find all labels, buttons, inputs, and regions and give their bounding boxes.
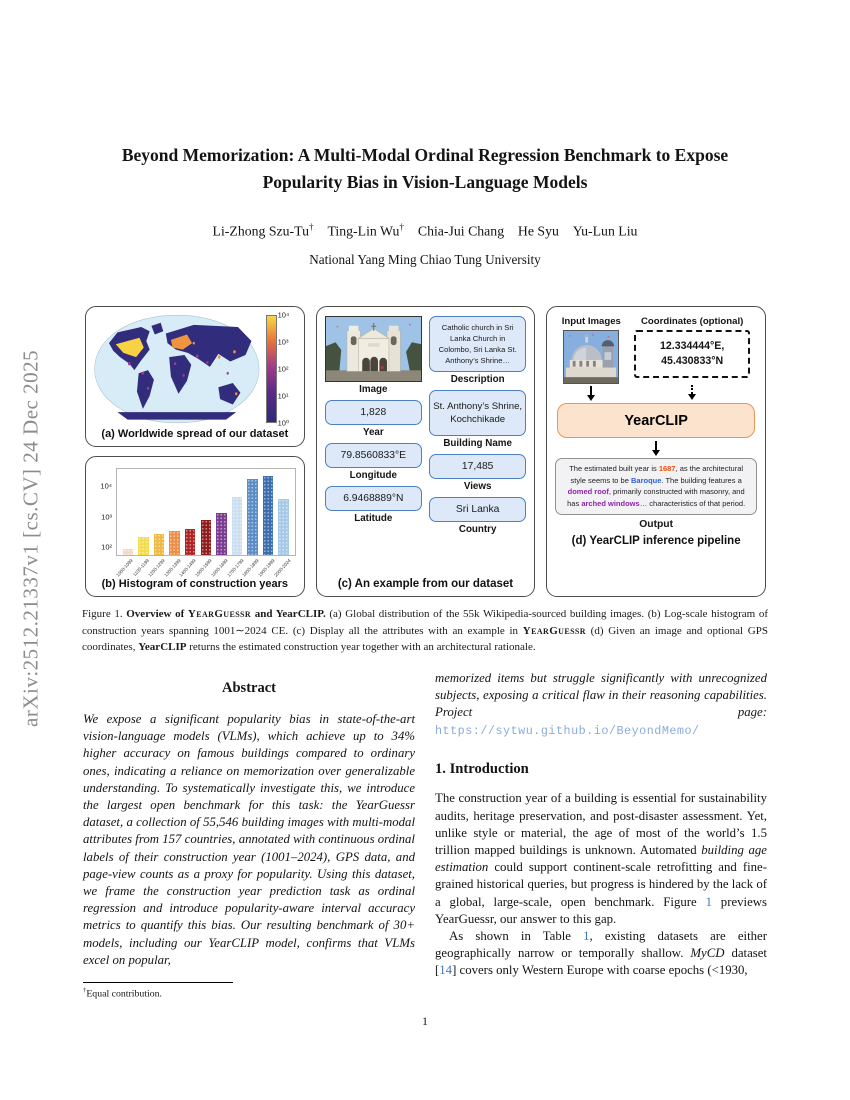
histogram-bar — [154, 534, 165, 555]
body-columns — [83, 670, 767, 1000]
text-segment: Figure 1. — [82, 608, 127, 620]
text-segment: , as the architectural style seems to be — [570, 464, 744, 485]
histogram-bar — [216, 513, 227, 555]
text-segment: Equal contribution. — [86, 988, 162, 1000]
histogram-ytick: 10² — [101, 542, 112, 552]
text-segment: 1687 — [658, 464, 676, 473]
histogram-xtick: 1600-1699 — [210, 558, 229, 578]
description-label: Description — [450, 374, 505, 385]
text-segment: ] covers only Western Europe with coarse epochs (<1930, — [452, 963, 748, 978]
text-segment: † — [399, 223, 405, 233]
histogram-ytick: 10⁴ — [100, 481, 112, 491]
example-left-col — [325, 316, 422, 574]
histogram-xtick: 1100-1199 — [131, 558, 150, 578]
introduction-heading: 1. Introduction — [435, 761, 529, 778]
histogram-bar — [247, 479, 258, 555]
text-segment: arched windows — [581, 498, 640, 508]
text-segment: Li-Zhong Szu-Tu — [212, 223, 309, 239]
histogram-xtick: 1300-1399 — [162, 558, 182, 578]
figure-col-ab — [85, 306, 305, 597]
colorbar-gradient — [266, 315, 277, 423]
panel-histogram — [85, 456, 305, 597]
output-box — [555, 458, 757, 515]
page-title: Beyond Memorization: A Multi-Modal Ordinal Regression Benchmark to Expose Popularity Bias in Vision-Language Models — [121, 145, 729, 193]
input-images-label: Input Images — [561, 316, 621, 327]
text-segment: returns the estimated construction year together with an architectural rationale. — [186, 641, 536, 653]
arxiv-watermark: arXiv:2512.21337v1 [cs.CV] 24 Dec 2025 — [18, 349, 43, 727]
text-segment: YearCLIP — [138, 641, 187, 653]
left-column — [83, 670, 415, 1000]
histogram-xtick: 2000-2024 — [273, 558, 292, 578]
colorbar-tick: 10¹ — [277, 391, 289, 401]
page-number: 1 — [422, 1014, 428, 1028]
histogram-xtick: 1900-1999 — [257, 558, 276, 578]
abstract-heading: Abstract — [222, 680, 276, 696]
text-segment: previews YearGuessr, our answer to this gap. — [435, 894, 767, 926]
text-segment: … characteristics of that period. — [639, 498, 746, 508]
histogram-xtick: 1800-1899 — [241, 558, 261, 578]
project-page-link[interactable]: https://sytwu.github.io/BeyondMemo/ — [435, 723, 700, 738]
views-label: Views — [463, 481, 492, 492]
coordinates-box: 12.334444°E, 45.430833°N — [634, 330, 750, 378]
histogram-yticks — [92, 468, 114, 556]
panel-example — [316, 306, 536, 597]
latitude-value-box: 6.9468889°N — [325, 486, 422, 511]
text-segment: Chia-Jui Chang He Syu Yu-Lun Liu — [404, 223, 638, 239]
text-segment: Overview of — [126, 608, 188, 620]
basilica-photo — [563, 330, 619, 384]
histogram-xtick: 1500-1599 — [194, 558, 213, 578]
histogram-xtick: 1000-1099 — [115, 558, 134, 578]
panel-worldmap — [85, 306, 305, 447]
text-segment: memorized items but struggle significantly with unrecognized subjects, exposing a critical flaw in their reasoning capabilities. Project page: — [435, 671, 767, 720]
histogram-bar — [123, 549, 134, 555]
text-segment: building age estimation — [435, 843, 767, 875]
text-segment: (a) Global distribution of the 55k Wikipedia-sourced building images. (b) Log-scale histogram of construction years spanning 1001∼2024 CE. (c) Display all the attributes with an example in — [82, 608, 768, 637]
histogram-ytick: 10³ — [101, 512, 112, 522]
description-value-box: Catholic church in Sri Lanka Church in Colombo, Sri Lanka St. Anthony’s Shrine… — [429, 316, 526, 372]
histogram-bar — [138, 537, 149, 555]
footnote-rule — [83, 982, 233, 983]
latitude-label: Latitude — [354, 513, 393, 524]
country-label: Country — [458, 524, 497, 535]
world-map — [92, 313, 262, 425]
figure-1 — [85, 306, 766, 597]
text-segment: . The building features a — [661, 475, 742, 485]
histogram-bar — [201, 520, 212, 555]
text-segment: As shown in Table — [449, 929, 584, 944]
arrow-input-to-model — [587, 386, 595, 401]
table-1-ref[interactable]: 1 — [583, 929, 590, 944]
affiliation: National Yang Ming Chiao Tung University — [309, 252, 541, 267]
text-segment: could support continent-scale retrofitting and fine-grained historical queries, but progress is hindered by the lack of a global, large-scale, open benchmark. Figure — [435, 860, 767, 909]
longitude-label: Longitude — [349, 470, 397, 481]
building-name-value-box: St. Anthony’s Shrine, Kochchikade — [429, 390, 526, 436]
text-segment: MyCD — [690, 946, 725, 961]
histogram-xtick: 1400-1499 — [178, 558, 197, 578]
text-segment: , existing datasets are either geographically narrow or temporally shallow. — [435, 929, 767, 961]
text-segment: Baroque — [630, 475, 662, 485]
histogram-bar — [263, 476, 274, 555]
text-segment: domed roof — [567, 487, 609, 497]
year-value-box: 1,828 — [325, 400, 422, 425]
text-segment: and — [251, 608, 276, 620]
panel-b-caption: (b) Histogram of construction years — [101, 578, 289, 590]
longitude-value-box: 79.8560833°E — [325, 443, 422, 468]
author-list — [80, 223, 770, 240]
text-segment: The construction year of a building is essential for sustainability audits, heritage preservation, and post-disaster assessment. Yet, unlike style or material, the age of most of the world’s 1.5 trillion mapped buildings is unknown. Automated — [435, 791, 767, 858]
figure-1-ref[interactable]: 1 — [705, 894, 712, 909]
coordinates-label: Coordinates (optional) — [640, 316, 744, 327]
footnote — [83, 987, 415, 999]
colorbar-tick: 10² — [277, 364, 289, 374]
panel-c-caption: (c) An example from our dataset — [337, 578, 514, 590]
intro-paragraph-2 — [435, 928, 767, 980]
text-segment: (d) Given an image and optional GPS coordinates, — [82, 624, 768, 653]
histogram-bar — [185, 529, 196, 555]
text-segment: † — [309, 223, 314, 233]
histogram-xtick: 1200-1299 — [147, 558, 166, 578]
image-label: Image — [359, 384, 388, 395]
arrow-coords-to-model — [688, 385, 696, 400]
output-label: Output — [639, 518, 674, 530]
panel-a-caption: (a) Worldwide spread of our dataset — [101, 428, 289, 440]
panel-d-caption: (d) YearCLIP inference pipeline — [571, 534, 741, 547]
histogram-xlabels — [116, 557, 296, 576]
country-value-box: Sri Lanka — [429, 497, 526, 522]
colorbar-tick: 10⁰ — [277, 418, 289, 428]
histogram-bar — [169, 531, 180, 555]
colorbar-tick: 10³ — [277, 337, 289, 347]
histogram-bars — [116, 468, 296, 556]
views-value-box: 17,485 — [429, 454, 526, 479]
colorbar-tick: 10⁴ — [277, 310, 290, 320]
building-name-label: Building Name — [443, 438, 512, 449]
right-column — [435, 670, 767, 1000]
text-segment: YearGuessr — [522, 624, 586, 637]
histogram-bar — [232, 497, 243, 555]
example-right-col — [429, 316, 526, 574]
histogram-bar — [278, 499, 289, 555]
panel-pipeline — [546, 306, 766, 597]
text-segment: YearCLIP. — [275, 608, 326, 620]
arrow-model-to-output — [652, 441, 660, 456]
church-photo — [325, 316, 422, 382]
text-segment: , primarily constructed with masonry, and has — [567, 487, 745, 508]
abstract-text: We expose a significant popularity bias in state-of-the-art vision-language models (VLMs), which achieve up to 34% higher accuracy on famous buildings compared to ordinary ones, indicating a reliance on memorization over generalizable understanding. To systematically investigate this, we introduce the largest open benchmark for this task: the YearGuessr dataset, a collection of 55,546 building images with multi-modal attributes from 157 countries, annotated with continuous ordinal labels of their construction year (1001–2024), GPS data, and page-view counts as a proxy for popularity. Using this dataset, we frame the construction year prediction task as ordinal regression and introduce popularity-aware interval accuracy metrics to quantify this bias. Our resulting benchmark of 30+ models, including our YearCLIP model, confirms that VLMs excel on popular, — [83, 712, 415, 967]
intro-paragraph-1 — [435, 790, 767, 928]
figure-1-caption — [82, 606, 768, 656]
text-segment: † — [83, 987, 87, 995]
citation-14[interactable]: 14 — [439, 963, 453, 978]
text-segment: dataset [ — [435, 946, 767, 978]
abstract-continuation — [435, 670, 767, 739]
yearclip-model-box: YearCLIP — [557, 403, 755, 438]
text-segment: Ting-Lin Wu — [313, 223, 400, 239]
histogram-xtick: 1700-1799 — [225, 558, 245, 578]
text-segment: The estimated built year is — [569, 464, 659, 473]
text-segment: YearGuessr — [187, 608, 252, 620]
colorbar — [266, 310, 298, 428]
year-label: Year — [362, 427, 384, 438]
